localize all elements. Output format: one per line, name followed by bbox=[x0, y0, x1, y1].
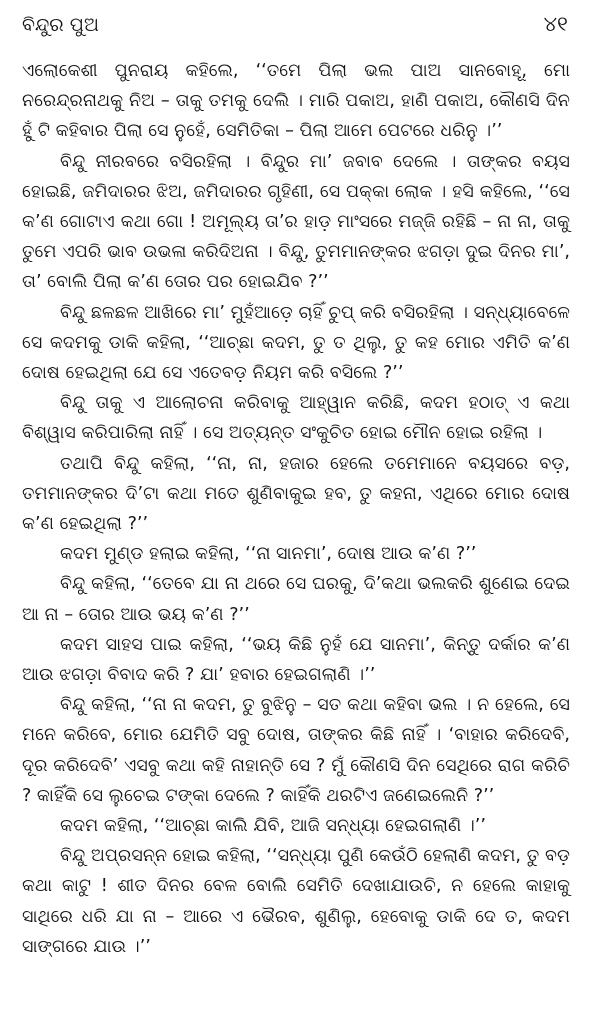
paragraph: କଦମ ସାହସ ପାଇ କହିଲା, ‘‘ଭୟ କିଛି ନୁହଁ ଯେ ସାନମା’, କିନ୍ତୁ ଦର୍କାର କ’ଣ ଆଉ ଝଗଡ଼ା ବିବାଦ କରି ? ଯା’ ହବାର ହେଇଗଲାଣି ।’’ bbox=[22, 634, 570, 686]
paragraph: ବିନ୍ଦୁ କହିଲା, ‘‘ତେବେ ଯା ନା ଥରେ ସେ ଘରକୁ, ଦି’କଥା ଭଲକରି ଶୁଣେଇ ଦେଇ ଆ ନା – ତୋର ଆଉ ଭୟ କ’ଣ ?’’ bbox=[22, 574, 570, 625]
paragraph: ବିନ୍ଦୁ ଛଳଛଳ ଆଖିରେ ମା’ ମୁହଁଆଡ଼େ ଚାହିଁ ଚୁପ୍‌ କରି ବସିରହିଲା । ସନ୍ଧ୍ୟାବେଳେ ସେ କଦମକୁ ଡାକି କହିଲା, ‘‘ଆଚ୍ଛା କଦମ, ତୁ ତ ଥିଲୁ, ତୁ କହ ମୋର ଏମିତି କ’ଣ ଦୋଷ ହେଇଥିଲା ଯେ ସେ ଏତେବଡ଼ ନିୟମ କରି ବସିଲେ ?’’ bbox=[22, 302, 570, 384]
paragraph: ବିନ୍ଦୁ ଅପ୍ରସନ୍ନ ହୋଇ କହିଲା, ‘‘ସନ୍ଧ୍ୟା ପୁଣି କେଉଁଠି ହେଲାଣି କଦମ, ତୁ ବଡ଼ କଥା କାଟୁ ! ଶୀତ ଦିନର ବେଳ ବୋଲି ସେମିତି ଦେଖାଯାଉଚି, ନ ହେଲେ କାହାକୁ ସାଥିରେ ଧରି ଯା ନା – ଆରେ ଏ ଭୈରବ, ଶୁଣିଲୁ, ହେବୋକୁ ଡାକି ଦେ ତ, କଦମ ସାଙ୍ଗରେ ଯାଉ ।’’ bbox=[22, 846, 570, 957]
paragraph: ବିନ୍ଦୁ ନୀରବରେ ବସିରହିଲା । ବିନ୍ଦୁର ମା’ ଜବାବ ଦେଲେ । ତାଙ୍କର ବୟସ ହୋଇଛି, ଜମିଦାରର ଝିଅ, ଜମିଦାରର ଗୃହିଣୀ, ସେ ପକ୍କା ଲୋକ । ହସି କହିଲେ, ‘‘ସେ କ’ଣ ଗୋଟାଏ କଥା ଗୋ ! ଅମୂଲ୍ୟ ତା’ର ହାଡ଼ ମାଂସରେ ମଜ୍ଜି ରହିଛି – ନା ନା, ତାକୁ ତୁମେ ଏପରି ଭାବ ଉଭଳା କରିଦିଅନା । ବିନ୍ଦୁ, ତୁମମାନଙ୍କର ଝଗଡ଼ା ଦୁଇ ଦିନର ମା’, ତା’ ବୋଲି ପିଲା କ’ଣ ତୋର ପର ହୋଇଯିବ ?’’ bbox=[22, 151, 570, 293]
running-head: ବିନ୍ଦୁର ପୁଅ bbox=[22, 14, 99, 36]
paragraph: ବିନ୍ଦୁ ତାକୁ ଏ ଆଲୋଚନା କରିବାକୁ ଆହ୍ୱାନ କରିଛି, କଦମ ହଠାତ୍‌ ଏ କଥା ବିଶ୍ୱାସ କରିପାରିଲା ନାହିଁ । ସେ ଅତ୍ୟନ୍ତ ସଂକୁଚିତ ହୋଇ ମୌନ ହୋଇ ରହିଲା । bbox=[22, 393, 570, 444]
body-text bbox=[22, 56, 570, 962]
paragraph: କଦମ ମୁଣ୍ଡ ହଲାଇ କହିଲା, ‘‘ନା ସାନମା’, ଦୋଷ ଆଉ କ’ଣ ?’’ bbox=[60, 544, 477, 565]
page-number: ୪୧ bbox=[543, 12, 568, 36]
page-header bbox=[22, 12, 570, 56]
paragraph: ତଥାପି ବିନ୍ଦୁ କହିଲା, ‘‘ନା, ନା, ହଜାର ହେଲେ ତମେମାନେ ବୟସରେ ବଡ଼, ତମମାନଙ୍କର ଦି’ଟା କଥା ମତେ ଶୁଣିବାକୁଇ ହବ, ତୁ କହନା, ଏଥିରେ ମୋର ଦୋଷ କ’ଣ ହେଇଥିଲା ?’’ bbox=[22, 453, 570, 535]
paragraph: ବିନ୍ଦୁ କହିଲା, ‘‘ନା ନା କଦମ, ତୁ ବୁଝିନୁ – ସତ କଥା କହିବା ଭଲ । ନ ହେଲେ, ସେ ମନେ କରିବେ, ମୋର ଯେମିତି ସବୁ ଦୋଷ, ତାଙ୍କର କିଛି ନାହିଁ । ‘ବାହାର କରିଦେବି, ଦୂର କରିଦେବି’ ଏସବୁ କଥା କହି ନାହାନ୍ତି ସେ ? ମୁଁ କୌଣସି ଦିନ ସେଥିରେ ରାଗ କରିଚି ? କାହିଁକି ସେ ଲୁଚେଇ ଟଙ୍କା ଦେଲେ ? କାହିଁକି ଥରଟିଏ ଜଣେଇଲେନି ?’’ bbox=[22, 695, 570, 806]
paragraph: କଦମ କହିଲା, ‘‘ଆଚ୍ଛା କାଲି ଯିବି, ଆଜି ସନ୍ଧ୍ୟା ହେଇଗଲାଣି ।’’ bbox=[60, 816, 486, 837]
paragraph: ଏଲୋକେଶୀ ପୁନରାୟ କହିଲେ, ‘‘ତମେ ପିଲା ଭଲ ପାଅ ସାନବୋହୂ, ମୋ ନରେନ୍ଦ୍ରନାଥକୁ ନିଅ – ତାକୁ ତମକୁ ଦେଲି । ମାରି ପକାଅ, ହାଣି ପକାଅ, କୌଣସି ଦିନ ହୁଁ ଟି କହିବାର ପିଲା ସେ ନୁହେଁ, ସେମିତିକା – ପିଲା ଆମେ ପେଟରେ ଧରିନୁ ।’’ bbox=[22, 61, 570, 142]
